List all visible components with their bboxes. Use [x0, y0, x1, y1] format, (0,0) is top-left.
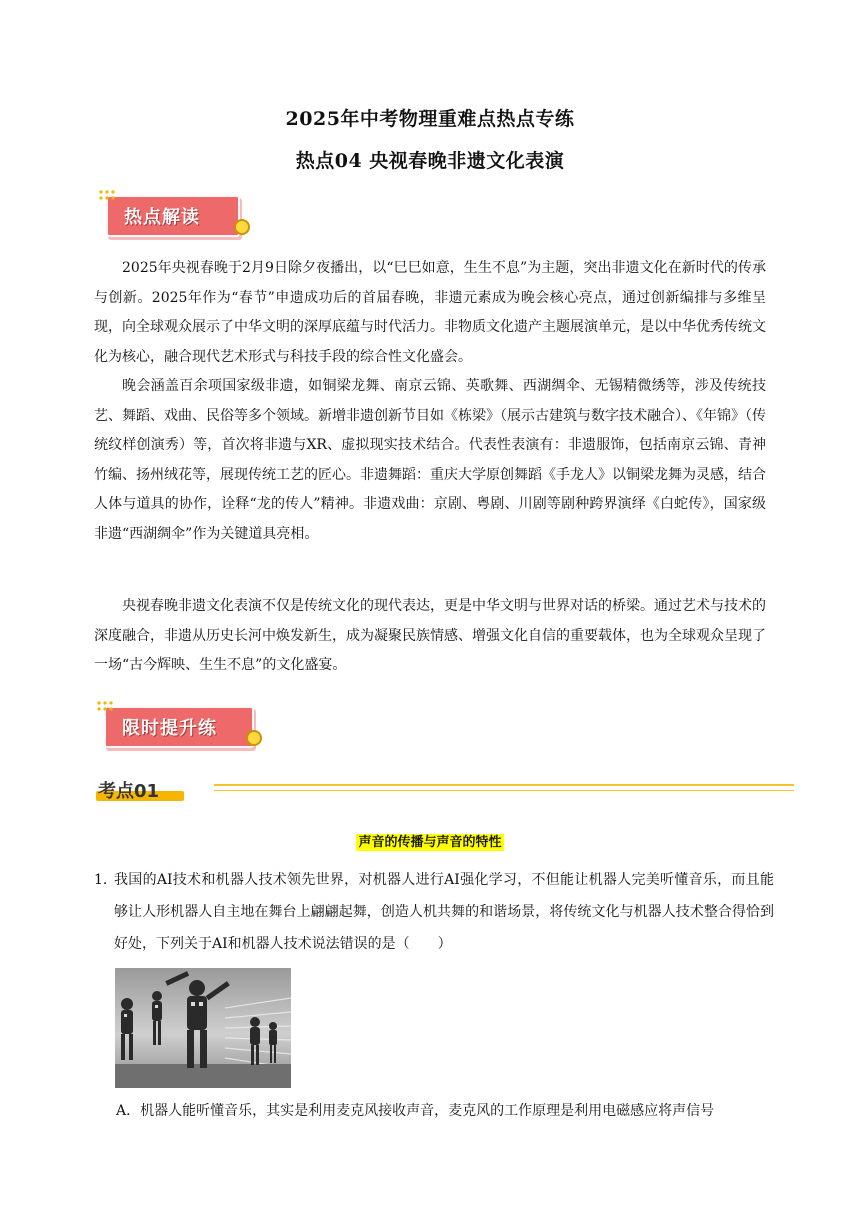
ring-decoration-icon — [234, 219, 250, 235]
divider-line — [214, 790, 794, 791]
question-1 — [94, 864, 774, 960]
robot-dance-photo — [115, 968, 291, 1088]
question-text: 我国的AI技术和机器人技术领先世界，对机器人进行AI强化学习，不但能让机器人完美听懂音乐，而且能够让人形机器人自主地在舞台上翩翩起舞，创造人机共舞的和谐场景，将传统文化与机器人技术整合得恰到好处，下列关于AI和机器人技术说法错误的是（ ） — [114, 872, 774, 952]
dots-decoration-icon — [98, 189, 118, 203]
ring-decoration-icon — [246, 730, 262, 746]
option-a: A．机器人能听懂音乐，其实是利用麦克风接收声音，麦克风的工作原理是利用电磁感应将声信号 — [116, 1103, 715, 1119]
document-title: 2025年中考物理重难点热点专练 — [285, 108, 575, 130]
topic-highlight-text: 声音的传播与声音的特性 — [358, 835, 502, 850]
section-label-text: 考点01 — [98, 781, 160, 802]
question-number: 1. — [94, 872, 108, 888]
tag-label: 限时提升练 — [122, 718, 217, 739]
topic-heading — [0, 831, 860, 851]
dots-decoration-icon — [96, 700, 116, 714]
paragraph-intro: 2025年央视春晚于2月9日除夕夜播出，以“巳巳如意，生生不息”为主题，突出非遗文化在新时代的传承与创新。2025年作为“春节”申遗成功后的首届春晚，非遗元素成为晚会核心亮点，通过创新编排与多维呈现，向全球观众展示了中华文明的深厚底蕴与时代活力。非物质文化遗产主题展演单元，是以中华优秀传统文化为核心，融合现代艺术形式与科技手段的综合性文化盛会。 — [94, 260, 766, 365]
section-label — [94, 776, 188, 802]
paragraph-programs: 晚会涵盖百余项国家级非遗，如铜梁龙舞、南京云锦、英歌舞、西湖绸伞、无锡精微绣等，涉及传统技艺、舞蹈、戏曲、民俗等多个领域。新增非遗创新节目如《栋梁》（展示古建筑与数字技术融合）、《年锦》（传统纹样创演秀）等，首次将非遗与XR、虚拟现实技术结合。代表性表演有：非遗服饰，包括南京云锦、青神竹编、扬州绒花等，展现传统工艺的匠心。非遗舞蹈：重庆大学原创舞蹈《手龙人》以铜梁龙舞为灵感，结合人体与道具的协作，诠释“龙的传人”精神。非遗戏曲：京剧、粤剧、川剧等剧种跨界演绎《白蛇传》，国家级非遗“西湖绸伞”作为关键道具亮相。 — [94, 378, 766, 542]
paragraph-conclusion: 央视春晚非遗文化表演不仅是传统文化的现代表达，更是中华文明与世界对话的桥梁。通过艺术与技术的深度融合，非遗从历史长河中焕发新生，成为凝聚民族情感、增强文化自信的重要载体，也为全球观众呈现了一场“古今辉映、生生不息”的文化盛宴。 — [94, 598, 766, 673]
tag-label: 热点解读 — [124, 207, 200, 228]
divider-line — [214, 784, 794, 786]
hot-read-tag — [106, 195, 242, 239]
document-subtitle: 热点04 央视春晚非遗文化表演 — [295, 150, 565, 172]
practice-tag — [104, 706, 254, 750]
section-header — [94, 776, 794, 806]
